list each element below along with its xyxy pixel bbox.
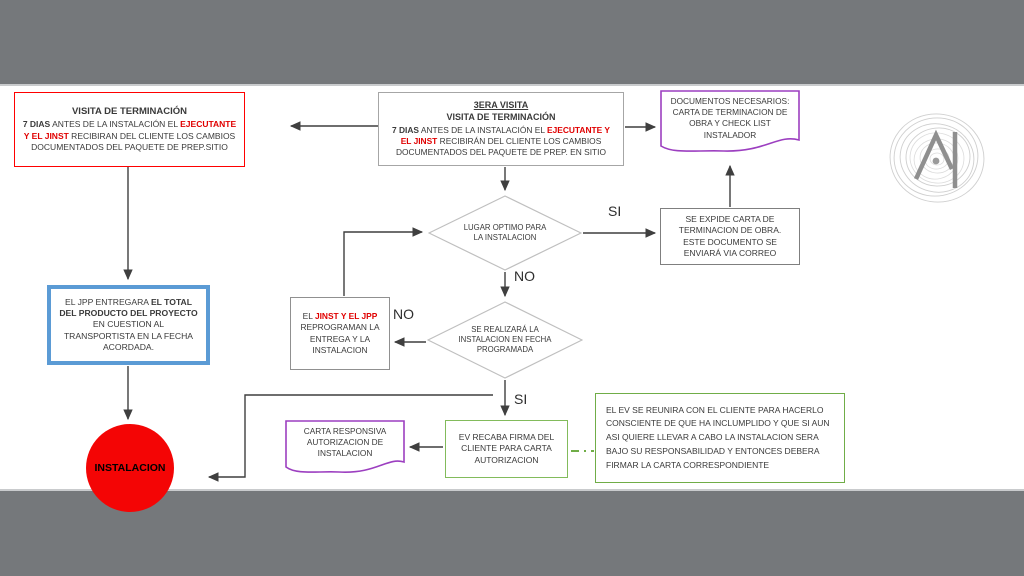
node-carta-text: CARTA RESPONSIVA AUTORIZACION DE INSTALACION — [303, 426, 387, 459]
node-tercera-visita — [378, 92, 624, 166]
node-visita-body: 7 DIAS ANTES DE LA INSTALACIÓN EL EJECUTANTE Y EL JINST RECIBIRAN DEL CLIENTE LOS CAMBIOS DOCUMENTADOS DEL PAQUETE DE PREP.SITIO — [22, 119, 237, 152]
node-jpp-entregara-body: EL JPP ENTREGARA EL TOTAL DEL PRODUCTO DEL PROYECTO EN CUESTION AL TRANSPORTISTA EN LA FECHA ACORDADA. — [59, 296, 198, 353]
node-expide-text: SE EXPIDE CARTA DE TERMINACION DE OBRA. ESTE DOCUMENTO SE ENVIARÁ VIA CORREO — [678, 214, 782, 258]
arrow-reprograman-to-lugar — [344, 232, 422, 296]
node-ev-reunion-text: EL EV SE REUNIRA CON EL CLIENTE PARA HACERLO CONSCIENTE DE QUE HA INCLUMPLIDO Y QUE SI AUN ASI QUIERE LLEVAR A CABO LA INSTALACION SERA BAJO SU RESPONSABILIDAD Y ENTONCES DEBERA FIRMAR LA CARTA CORRESPONDIENTE — [606, 404, 830, 470]
label-si-lugar: SI — [608, 203, 622, 219]
label-si-fecha: SI — [514, 391, 528, 407]
node-visita-title: VISITA DE TERMINACIÓN — [71, 105, 188, 117]
node-ev-reunion — [595, 393, 845, 483]
node-tercera-title2: VISITA DE TERMINACIÓN — [446, 111, 556, 122]
node-ev-recaba-firma — [445, 420, 568, 478]
node-instalacion-circle — [86, 424, 174, 512]
node-visita-terminacion — [14, 92, 245, 167]
decision-fecha-text: SE REALIZARÁ LA INSTALACION EN FECHA PROGRAMADA — [458, 324, 552, 355]
decision-fecha-programada — [427, 301, 583, 379]
node-instalacion-text: INSTALACION — [94, 462, 166, 474]
label-no-fecha: NO — [393, 306, 414, 322]
node-reprograman-body: EL JINST Y EL JPP REPROGRAMAN LA ENTREGA Y LA INSTALACION — [300, 311, 380, 355]
node-documentos-text: DOCUMENTOS NECESARIOS: CARTA DE TERMINACION DE OBRA Y CHECK LIST INSTALADOR — [670, 96, 790, 140]
node-carta-responsiva — [285, 420, 405, 478]
node-tercera-title1: 3ERA VISITA — [473, 99, 529, 110]
node-reprograman — [290, 297, 390, 370]
node-expide-carta — [660, 208, 800, 265]
node-tercera-body: 7 DIAS ANTES DE LA INSTALACIÓN EL EJECUTANTE Y EL JINST RECIBIRÁN DEL CLIENTE LOS CAMBIOS DOCUMENTADOS DEL PAQUETE DE PREP. EN SITIO — [392, 124, 610, 157]
node-ev-recaba-text: EV RECABA FIRMA DEL CLIENTE PARA CARTA AUTORIZACION — [458, 432, 555, 465]
label-no-lugar: NO — [514, 268, 535, 284]
decision-lugar-text: LUGAR OPTIMO PARA LA INSTALACION — [463, 222, 547, 242]
decision-lugar-optimo — [428, 195, 582, 271]
node-jpp-entregara — [47, 285, 210, 365]
node-documentos-necesarios — [660, 90, 800, 158]
